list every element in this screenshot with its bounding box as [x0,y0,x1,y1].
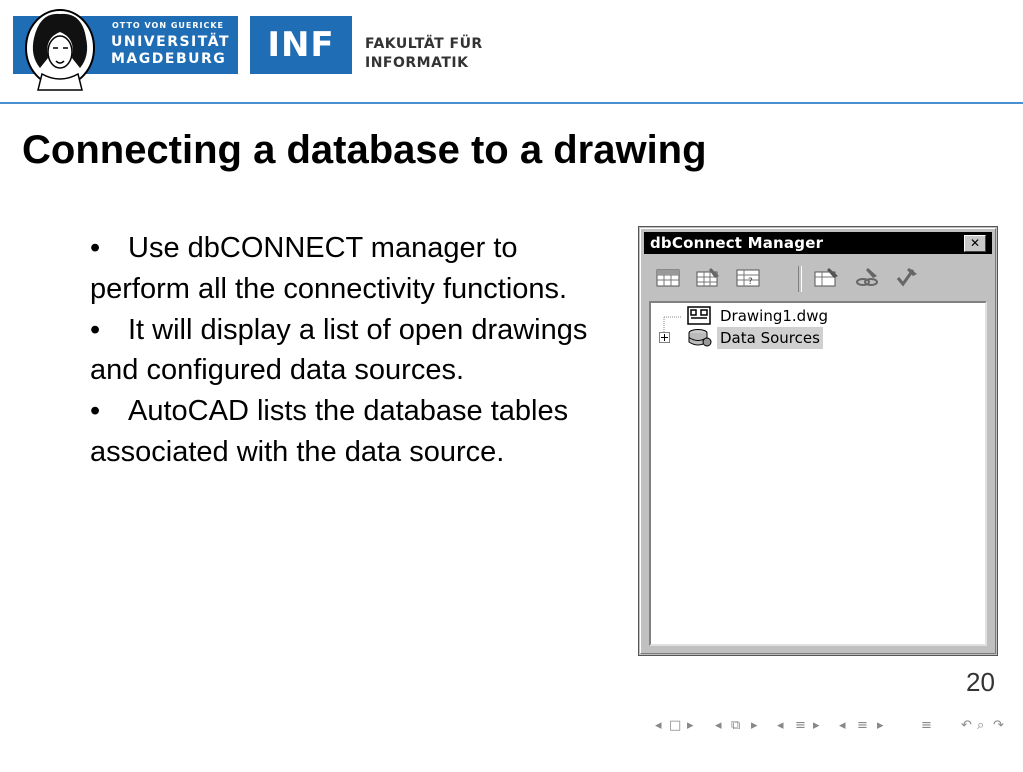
drawing-icon [687,306,713,326]
nav-next-section-icon[interactable]: ▸ [813,718,820,733]
bullet-list [90,228,600,473]
nav-prev-part-icon[interactable]: ◂ [839,718,846,733]
table-query-icon [733,264,763,292]
synchronize-icon [891,264,921,292]
faculty-name-line1: FAKULTÄT FÜR [365,36,483,52]
bullet-text: Use dbCONNECT manager to perform all the connectivity functions. [90,232,568,305]
nav-next-part-icon[interactable]: ▸ [877,718,884,733]
nav-section-icon[interactable]: ≡ [795,718,806,733]
link-icon [851,264,881,292]
nav-search-icon[interactable]: ⌕ [977,718,985,733]
bullet-dot: • [90,395,101,428]
nav-prev-subsection-icon[interactable]: ◂ [715,718,722,733]
bullet-dot: • [90,232,101,264]
nav-prev-section-icon[interactable]: ◂ [777,718,784,733]
university-name-line1: OTTO VON GUERICKE [112,21,225,30]
edit-table-button[interactable] [693,264,723,292]
close-button[interactable]: ✕ [964,235,986,252]
bullet-text: It will display a list of open drawings and configured data sources. [90,313,588,387]
tree-view[interactable] [649,301,987,646]
table-query-button[interactable] [733,264,763,292]
inf-logo: INF [250,16,352,74]
dbconnect-manager-window [638,226,998,656]
bullet-item [90,228,600,310]
edit-table-icon [693,264,723,292]
nav-next-frame-icon[interactable]: ▸ [687,718,694,733]
tree-item-label: Data Sources [717,327,823,349]
header-divider [0,102,1023,104]
university-name-line3: MAGDEBURG [111,51,227,67]
nav-prev-frame-icon[interactable]: ◂ [655,718,662,733]
bullet-dot: • [90,313,101,346]
link-template-button[interactable] [811,264,841,292]
database-icon [687,328,713,348]
synchronize-button[interactable] [891,264,921,292]
nav-subsection-icon[interactable]: ⧉ [731,718,741,733]
bullet-item [90,310,600,392]
window-titlebar[interactable] [644,232,992,254]
nav-part-icon[interactable]: ≡ [857,718,868,733]
nav-back-icon[interactable]: ↶ [961,718,972,733]
bullet-text: AutoCAD lists the database tables associated with the data source. [90,395,569,468]
faculty-name-line2: INFORMATIK [365,55,469,71]
tree-item-drawing[interactable] [651,305,951,327]
slide-title: Connecting a database to a drawing [22,128,707,172]
slide-header [0,0,1023,103]
link-template-icon [811,264,841,292]
expand-toggle[interactable] [659,332,670,343]
page-number: 20 [966,667,995,697]
svg-text:?: ? [748,277,753,287]
link-button[interactable] [851,264,881,292]
beamer-navigation [655,718,1015,738]
window-title: dbConnect Manager [650,234,824,252]
nav-document-icon[interactable]: ≡ [921,718,932,733]
nav-forward-icon[interactable]: ↷ [993,718,1004,733]
view-table-button[interactable] [653,264,683,292]
plus-icon [660,333,669,342]
nav-next-subsection-icon[interactable]: ▸ [751,718,758,733]
tree-item-data-sources[interactable] [651,327,951,349]
university-name-line2: UNIVERSITÄT [111,34,231,50]
bullet-item [90,391,600,473]
view-table-icon [653,264,683,292]
nav-frame-icon[interactable]: □ [669,718,682,733]
tree-item-label: Drawing1.dwg [720,307,828,325]
guericke-portrait-icon [20,8,100,92]
toolbar-separator [798,266,802,292]
toolbar [651,260,987,298]
